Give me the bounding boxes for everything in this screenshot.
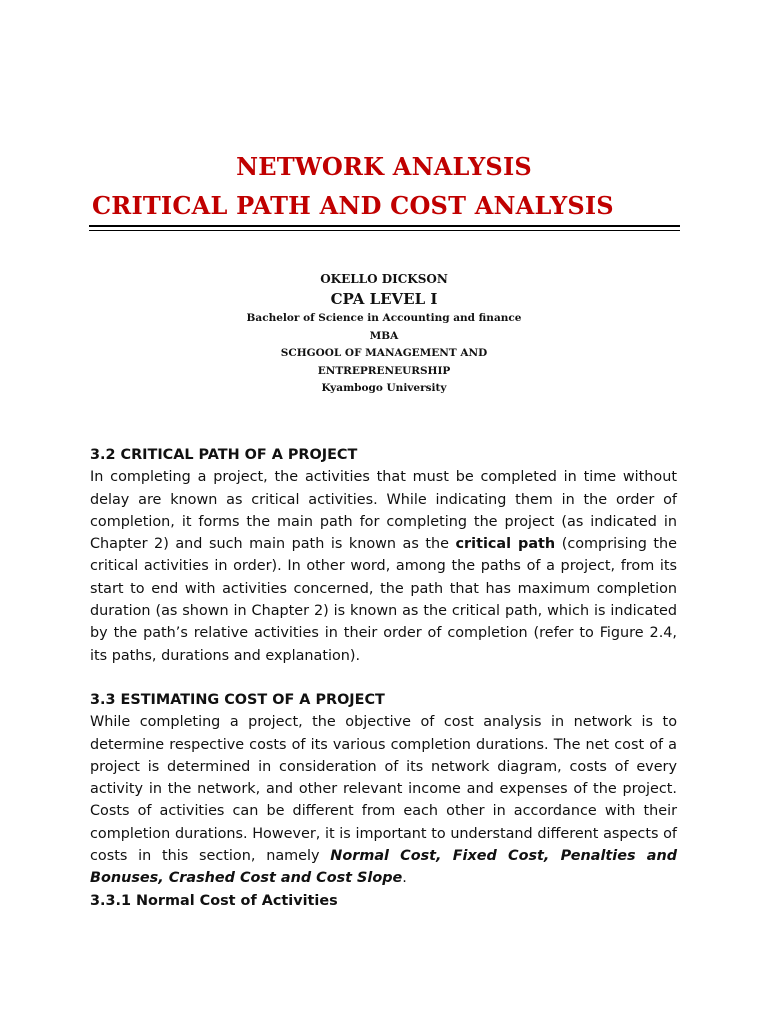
section-3-3-heading: 3.3 ESTIMATING COST OF A PROJECT <box>90 692 385 708</box>
title-rule-thick <box>89 225 680 227</box>
critical-path-term: critical path <box>455 536 556 553</box>
author-school-line2: ENTREPRENEURSHIP <box>317 364 451 377</box>
cost-types-emphasis: Normal Cost, Fixed Cost, Penalties and Bonuses, Crashed Cost and Cost Slope <box>90 848 677 887</box>
author-degree: Bachelor of Science in Accounting and finance <box>246 312 522 324</box>
author-university: Kyambogo University <box>321 382 447 394</box>
document-title-line2: CRITICAL PATH AND COST ANALYSIS <box>92 191 614 220</box>
paragraph-text: In completing a project, the activities that must be completed in time without delay are known as critical activities. While indicating them in the order of completion, it forms the main path for completing the project (as indicated in Chapter 2) and such main path is known as the <box>90 469 677 553</box>
author-school-line1: SCHGOOL OF MANAGEMENT AND <box>280 347 488 359</box>
section-3-2 <box>90 444 677 667</box>
section-3-3-paragraph <box>90 711 677 889</box>
section-3-3-1 <box>90 890 677 912</box>
author-block <box>0 270 768 398</box>
section-3-2-heading: 3.2 CRITICAL PATH OF A PROJECT <box>90 447 358 463</box>
paragraph-text: While completing a project, the objective of cost analysis in network is to determine respective costs of its various completion durations. The net cost of a project is determined in consideration of its network diagram, costs of every activity in the network, and other relevant income and expenses of the project. Costs of activities can be different from each other in accordance with their completion durations. However, it is important to understand different aspects of costs in this section, namely <box>90 714 677 865</box>
section-3-3 <box>90 689 677 890</box>
section-3-2-paragraph <box>90 466 677 667</box>
paragraph-text: . <box>402 870 407 887</box>
document-title-line1: NETWORK ANALYSIS <box>236 152 532 181</box>
paragraph-text: (comprising the critical activities in order). In other word, among the paths of a project, from its start to end with activities concerned, the path that has maximum completion duration (as shown in Chapter 2) is known as the critical path, which is indicated by the path’s relative activities in their order of completion (refer to Figure 2.4, its paths, durations and explanation). <box>90 536 678 664</box>
author-level: CPA LEVEL I <box>330 290 438 308</box>
author-mba: MBA <box>369 329 399 342</box>
section-3-3-1-heading: 3.3.1 Normal Cost of Activities <box>90 893 338 909</box>
title-rule-thin <box>89 230 680 231</box>
author-name: OKELLO DICKSON <box>320 272 448 286</box>
